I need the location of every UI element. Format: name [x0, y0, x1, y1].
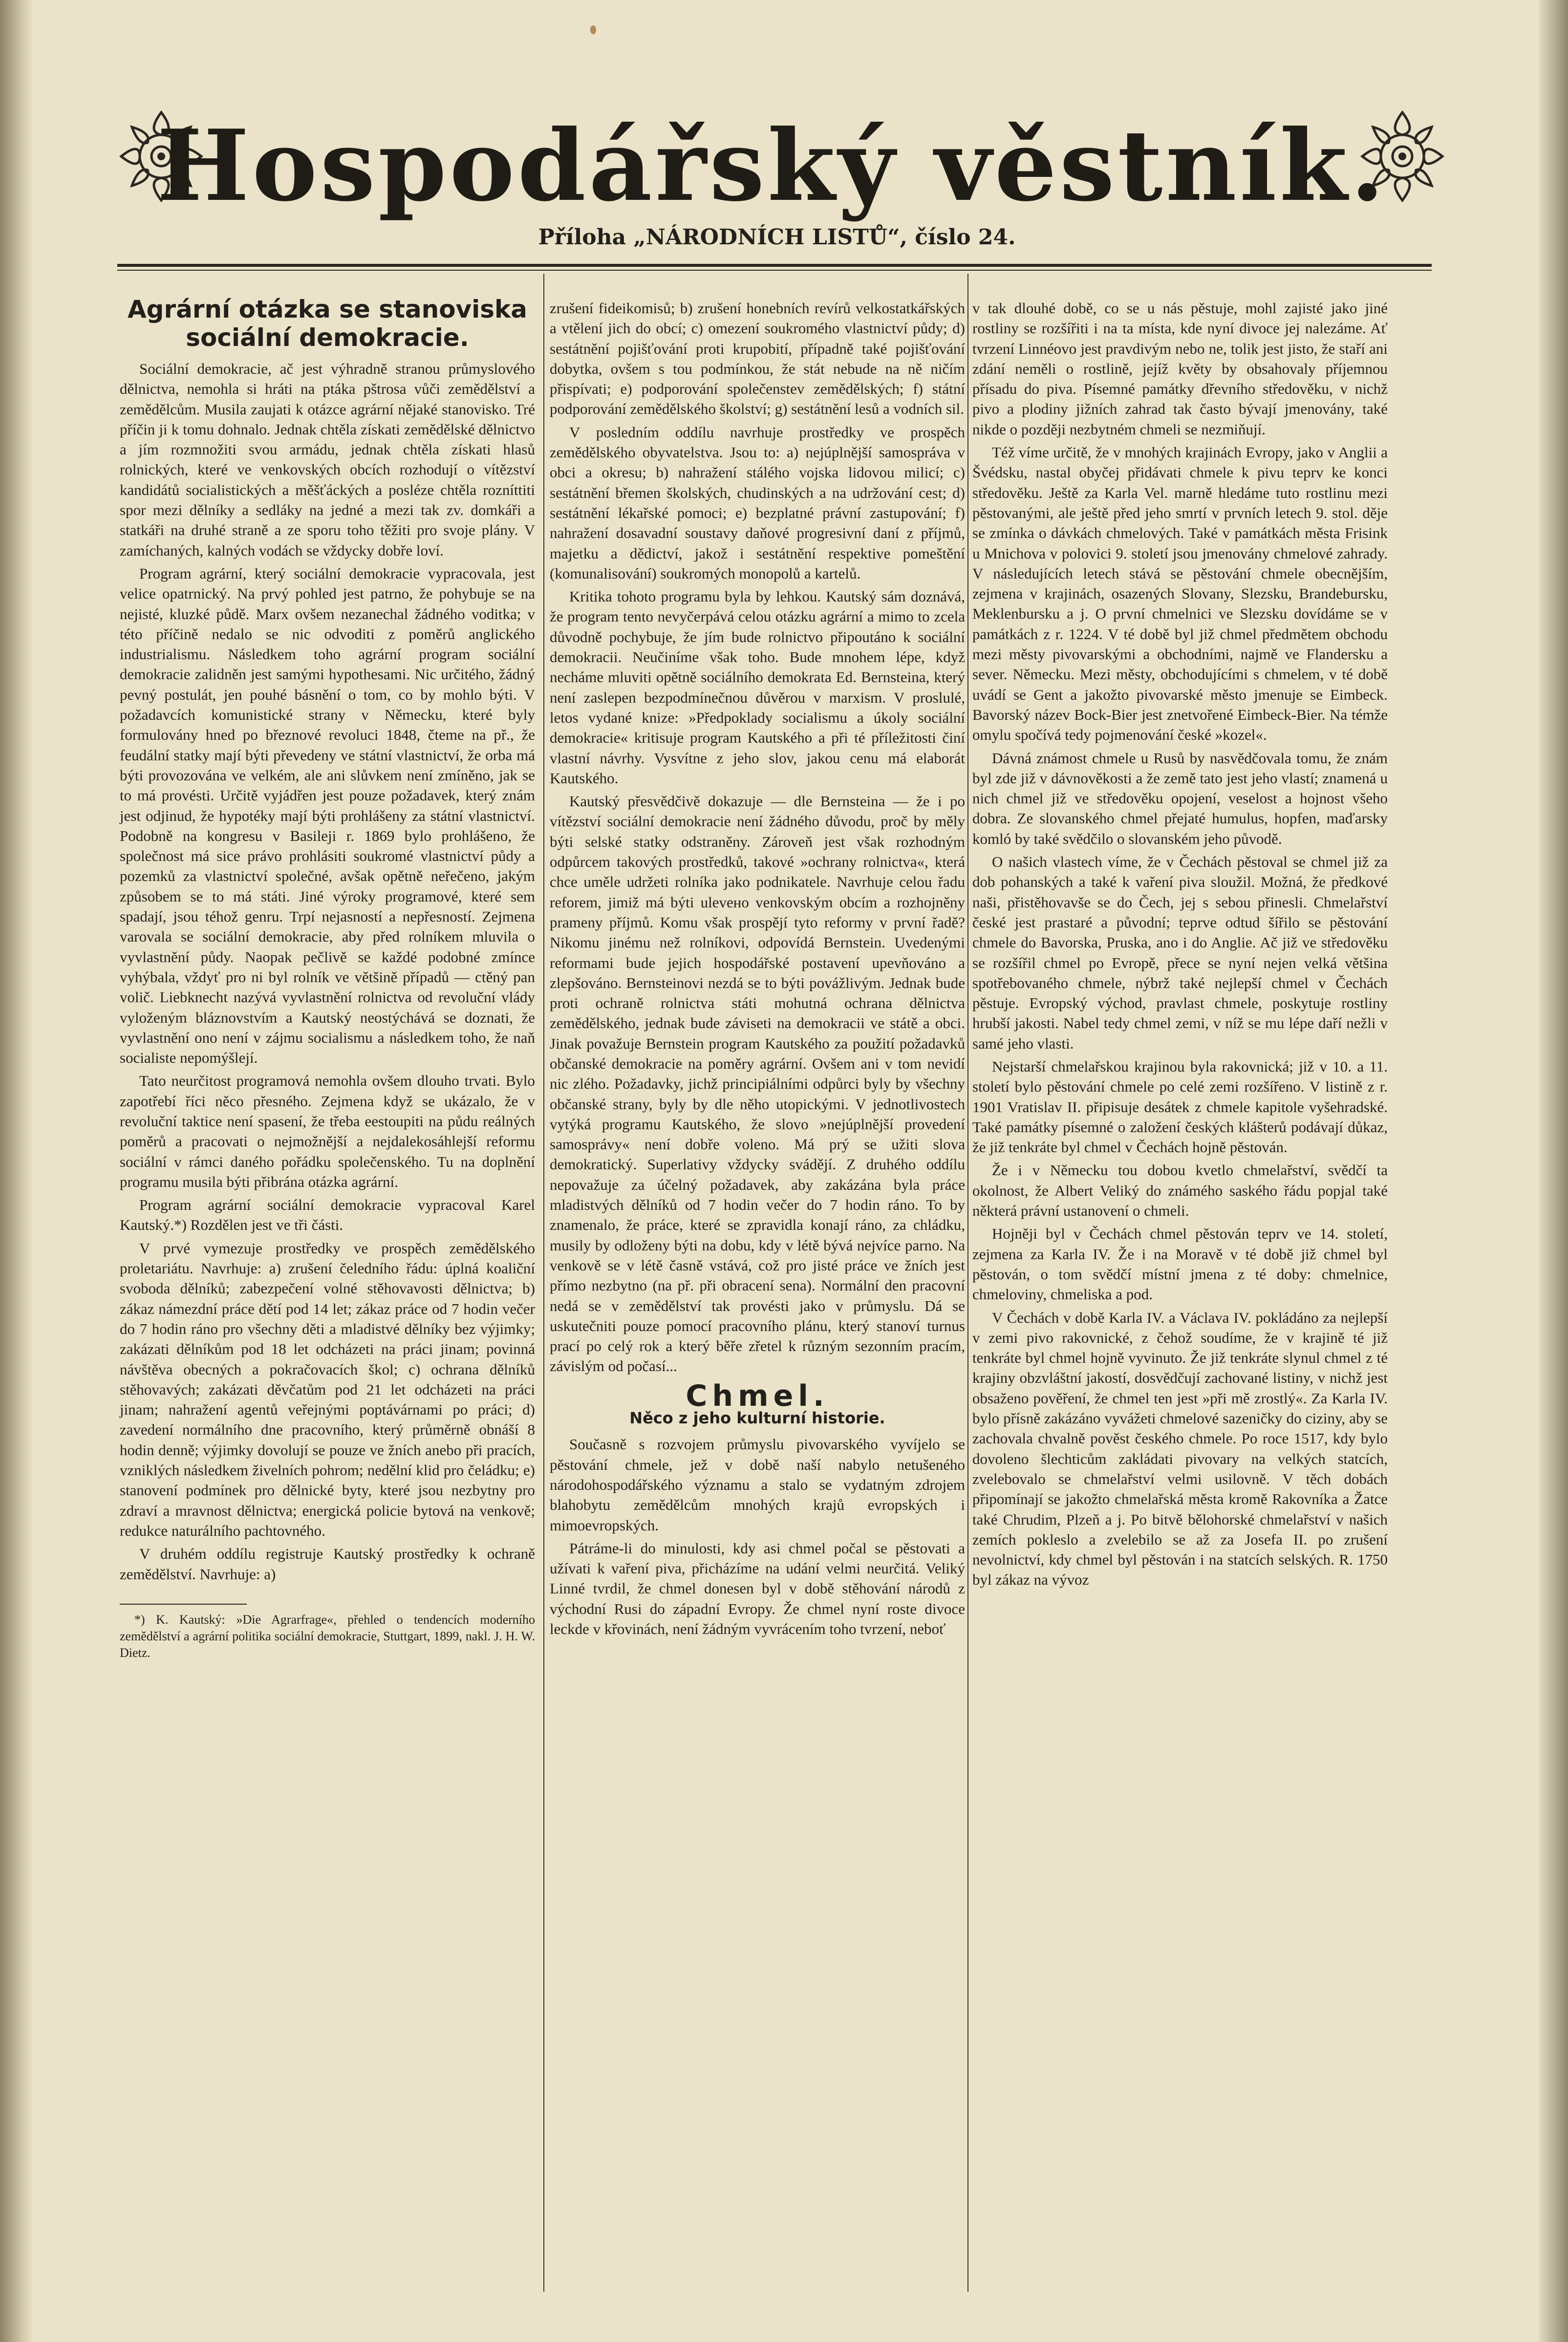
paragraph: V posledním oddílu navrhuje prostředky ve prospěch zemědělského obyvatelstva. Jsou to: a) nejúplnější samospráva v obci a okresu; b) nahražení stálého vojska lidovou milicí; c) sestátnění břemen školských, chudinských a na udržování cest; d) sestátnění lékařské pomoci; e) bezplatné právní zastupování; f) nahražení dosavadní soustavy daňové progresivní daní z příjmů, majetku a dědictví, jakož i sestátnění respektive pomeštění (komunalisování) soukromých monopolů a kartelů.	[550, 423, 965, 582]
page-edge-left	[0, 0, 34, 2342]
column-1	[120, 288, 535, 1661]
column-2	[550, 298, 965, 1642]
paragraph: Kautský přesvědčivě dokazuje — dle Bernsteina — že i po vítězství sociální demokracie není žádného důvodu, proč by měly býti selské statky odstraněny. Zároveň jest však rozhodným odpůrcem takových prostředků, takové »ochrany rolnictva«, která chce uměle udržeti rolníka jako podnikatele. Navrhuje celou řadu reforem, jimiž má býti ulevено venkovským obcím a rozhojněny prameny příjmů. Komu však prospějí tyto reformy v první řadě? Nikomu jinému než rolníkovi, odpovídá Bernstein. Uvedenými reformami bude jejich hospodářské postavení upevňováno a zlepšováno. Bernsteinovi nezdá se to býti povážlivým. Jednak bude proti ochraně rolnictva státi mohutná ochrana dělnictva zemědělského, jednak bude záviseti na demokracii ve státě a obci. Jinak považuje Bernstein program Kautského za použití požadavků občanské demokracie na poměry agrární. Ovšem ani v tom nevidí nic zlého. Požadavky, jichž principiálními odpůrci byly by všechny občanské strany, byly by dle něho utopickými. V jednotlivostech vytýká programu Kautského, že slovo »nejúplnější provedení samosprávy« není dobře voleno. Má prý se užiti slova demokratický. Superlativy vždycky svádějí. Z druhého oddílu nepovažuje za účelný požadavek, aby zakázána byla práce mladistvých dělníků od 7 hodin večer do 7 hodin ráno. To by znamenalo, že práce, které se zpravidla konají ráno, za chládku, musily by odloženy býti na dobu, kdy v létě bývá nejvíce parno. Na venkově se v létě časně vstává, což pro jisté práce ve žních jest přímo nezbytno (na př. při obracení sena). Normální den pracovní nedá se v zemědělství tak provésti jako v průmyslu. Dá se uskutečniti pouze pomocí pracovního plánu, který stanoví turnus prací po celý rok a který běře zřetel k různým sezonním pracím, závislým od počasí...	[550, 793, 965, 1375]
paragraph: Program agrární sociální demokracie vypracoval Karel Kautský.*) Rozdělen jest ve tři části.	[120, 1196, 535, 1234]
paragraph: V druhém oddílu registruje Kautský prostředky k ochraně zemědělství. Navrhuje: a)	[120, 1545, 535, 1583]
paragraph: Nejstarší chmelařskou krajinou byla rakovnická; již v 10. a 11. století bylo pěstování chmele po celé zemi rozšířeno. V listině z r. 1901 Vratislav II. připisuje desátek z chmele kapitole vyšehradské. Také památky písemné o založení českých klášterů podávají důkaz, že již tenkráte byl chmel v Čechách hojně pěstován.	[972, 1057, 1388, 1156]
paragraph: Tato neurčitost programová nemohla ovšem dlouho trvati. Bylo zapotřebí říci něco přesného. Zejmena když se ukázalo, že v revoluční taktice není spasení, že třeba eestoupiti na půdu reálných poměrů a pracovati o nejmožnější a nejdalekosáhlejší reformu sociální v rámci daného pořádku společenského. Tu na doplnění programu musila býti přibrána otázka agrární.	[120, 1072, 535, 1190]
paragraph: O našich vlastech víme, že v Čechách pěstoval se chmel již za dob pohanských a také k vaření piva sloužil. Možná, že předkové naši, přistěhovavše se do Čech, jej s sebou přinesli. Chmelařství české jest prastaré a původní; teprve odtud šířilo se pěstování chmele do Bavorska, Pruska, ano i do Anglie. Ač již ve středověku se rozšířil chmel po Evropě, přece se nyní nejen velká většina spotřebovaného chmele, nýbrž také nejlepší chmel v Čechách pěstuje. Evropský východ, pravlast chmele, poskytuje rostliny hrubší jakosti. Nabel tedy chmel zemi, v níž se mu lépe daří nežli v samé jeho vlasti.	[972, 853, 1388, 1052]
page-edge-right	[1539, 0, 1568, 2342]
column-3	[972, 298, 1388, 1593]
header-rule	[117, 264, 1432, 267]
column-divider	[967, 274, 968, 2292]
paragraph: Program agrární, který sociální demokracie vypracovala, jest velice opatrnický. Na prvý pohled jest patrno, že pohybuje se na nejisté, kluzké půdě. Marx ovšem nezanechal žádného voditka; v této příčině nedalo se nic odvoditi z poměrů anglického industrialismu. Následkem toho agrární program sociální demokracie zalidněn jest samými hypothesami. Nic určitého, žádný pevný postulát, jen pouhé básnění o tom, co by mohlo býti. V požadavcích komunistické strany v Německu, které byly formulovány hned po březnové revoluci 1848, čteme na př., že feudální statky mají býti převedeny ve státní vlastnictví, že orba má býti provozována ve velkém, ale ani slůvkem není zmíněno, jak se to má provésti. Určitě vyjádřen jest pouze požadavek, který znám jest odjinud, že hypotéky mají býti prohlášeny za státní vlastnictví. Podobně na kongresu v Basileji r. 1869 bylo prohlášeno, že společnost má sice právo prohlásiti soukromé vlastnictví půdy a pozemků za vlastnictví společné, avšak opětně neřečeno, jakým způsobem se to má státi. Jiné výroky programové, které sem spadají, jsou téhož genru. Trpí nejasností a nepřesností. Zejmena varovala se sociální demokracie, aby před rolníkem mluvila o vyvlastnění půdy. Naopak pečlivě se každé podobné zmínce vyhýbala, vždyť pro ni byl rolník ve většině případů — ctěný pan volič. Liebknecht nazývá vyvlastnění rolnictva od revoluční vlády vyloženým bláznovstvím a Kautský neostýchává se doznati, že vyvlastnění ono není v zájmu socialismu a následkem toho, že naň socialiste nepomýšlejí.	[120, 564, 535, 1067]
paragraph: Hojněji byl v Čechách chmel pěstován teprv ve 14. století, zejmena za Karla IV. Že i na Moravě v té době již chmel byl pěstován, o tom svědčí místní jmena z té doby: chmelnice, chmeloviny, chmeliska a pod.	[972, 1225, 1388, 1303]
paragraph: Že i v Německu tou dobou kvetlo chmelařství, svědčí ta okolnost, že Albert Veliký do známého saského řádu popjal také některá právní ustanovení o chmeli.	[972, 1161, 1388, 1220]
paragraph: V prvé vymezuje prostředky ve prospěch zemědělského proletariátu. Navrhuje: a) zrušení čeledního řádu: úplná koaliční svoboda dělníků; zabezpečení volné stěhovavosti dělnictva; b) zákaz námezdní práce dětí pod 14 let; zákaz práce od 7 hodin večer do 7 hodin ráno pro všechny děti a mladistvé dělníky bez výjimky; zakázati dělníkům pod 18 let odcházeti na práci jinam; povinná návštěva obecných a pokračovacích škol; c) ochrana dělníků stěhovavých; zakázati děvčatům pod 21 let odcházeti na práci jinam; nahražení agentů veřejnými poptávárnami po práci; d) zavedení normálního dne pracovního, který průměrně obnáší 8 hodin denně; výjimky dovolují se pouze ve žních anebo při pracích, vzniklých následkem živelních pohrom; nedělní klid pro čeládku; e) stanovení podmínek pro dělnické byty, které jsou nezbytny pro zdraví a mravnost dělnictva; energická policie bytová na venkově; redukce naturálního pachtovného.	[120, 1239, 535, 1539]
column-divider	[543, 274, 544, 2292]
footnote: *) K. Kautský: »Die Agrarfrage«, přehled o tendencích moderního zemědělství a agrární politika sociální demokracie, Stuttgart, 1899, nakl. J. H. W. Dietz.	[120, 1612, 535, 1660]
paragraph: Současně s rozvojem průmyslu pivovarského vyvíjelo se pěstování chmele, jež v době naší nabylo netušeného národohospodářského významu a stalo se vydatným zdrojem blahobytu zemědělcům mnohých krajů evropských i mimoevropských.	[550, 1436, 965, 1534]
masthead-subtitle: Příloha „NÁRODNÍCH LISTŮ“, číslo 24.	[538, 225, 1016, 250]
paragraph: Též víme určitě, že v mnohých krajinách Evropy, jako v Anglii a Švédsku, nastal obyčej přidávati chmele k pivu teprv ke konci středověku. Ještě za Karla Vel. marně hledáme tuto rostlinu mezi pěstovanými, ale ještě před jeho smrtí v prvních letech 9. stol. děje se zmínka o dávkách chmelových. Také v památkách města Frisink u Mnichova v polovici 9. století jsou jmenovány chmelové zahrady. V následujících letech stává se pěstování chmele obecnějším, zejmena v krajinách, osazených Slovany, Slezsku, Brandebursku, Meklenbursku a j. O první chmelnici ve Slezsku dovídáme se v památkách z r. 1224. V té době byl již chmel předmětem obchodu mezi městy pivovarskými a obchodními, najmě ve Flandersku a sever. Německu. Mezi městy, obchodujícími s chmelem, v té době uvádí se Gent a jakožto pivovarské město jmenuje se Eimbeck. Bavorský název Bock-Bier jest znetvořené Eimbeck-Bier. Na témže omylu spočívá tedy pojmenování české »kozel«.	[972, 444, 1388, 744]
ink-mark	[590, 25, 596, 34]
header-rule-thin	[117, 270, 1432, 271]
paragraph: Sociální demokracie, ač jest výhradně stranou průmyslového dělnictva, nemohla si hráti na ptáka pštrosa vůči zemědělství a zemědělcům. Musila zaujati k otázce agrární nějaké stanovisko. Tré příčin ji k tomu dohnalo. Jednak chtěla získati zemědělské dělnictvo a jím rozmnožiti svou armádu, jednak chtěla získati hlasů rolnických, které ve venkovských obcích rozhodují o vítězství kandidátů socialistických a měšťáckých a posléze chtěla rozníttiti spor mezi dělníky a sedláky na jedné a mezi tak zv. domkáři a statkáři na druhé straně a ze sporu toho těžiti pro svoje plány. V zamíchaných, kalných vodách se vždycky dobře loví.	[120, 360, 535, 559]
paragraph: v tak dlouhé době, co se u nás pěstuje, mohl zajisté jako jiné rostliny se rozšířiti i na ta místa, kde nyní divoce jej nalezáme. Ať tvrzení Linnéovo jest pravdivým nebo ne, tolik jest jisto, že staří ani zdání neměli o rostlině, jejíž květy by obsahovaly příjemnou přísadu do piva. Písemné památky dřevního středověku, v nichž pivo a plodiny jižních zahrad tak často bývají jmenovány, také nikde o později nezbytném chmeli se nezmiňují.	[972, 300, 1388, 438]
section-title: Chmel.	[686, 1378, 829, 1413]
footnote-rule	[120, 1604, 247, 1605]
article-heading: Agrární otázka se stanoviska sociální demokracie.	[127, 295, 528, 352]
masthead-title: Hospodářský věstník.	[156, 108, 1388, 223]
section-subtitle: Něco z jeho kulturní historie.	[629, 1409, 885, 1428]
paragraph: Pátráme-li do minulosti, kdy asi chmel počal se pěstovati a užívati k vaření piva, přicházíme na udání velmi neurčitá. Veliký Linné tvrdil, že chmel donesen byl v době stěhování národů z východní Rusi do západní Evropy. Že chmel nyní roste divoce leckde v křovinách, není žádným vyvrácením toho tvrzení, neboť	[550, 1539, 965, 1637]
paragraph: V Čechách v době Karla IV. a Václava IV. pokládáno za nejlepší v zemi pivo rakovnické, z čehož soudíme, že v krajině té již tenkráte byl chmel hojně vyvinuto. Že již tenkráte slynul chmel z té krajiny obzvláštní jakostí, dosvědčují zachované listiny, v nichž jest obsaženo pověření, že chmel ten jest »při mě zrostlý«. Za Karla IV. bylo přísně zakázáno vyvážeti chmelové sazeničky do ciziny, aby se zachovala chvalně pověst českého chmele. Po roce 1517, kdy bylo dovoleno šlechticům zakládati pivovary na velkých statcích, zvelebovalo se chmelařství velmi usilovně. V těch dobách připomínají se jakožto chmelařská města kromě Rakovníka a Žatce také Chrudim, Plzeň a j. Po bitvě bělohorské chmelařství v našich zemích pokleslo a zvelebilo se až za Josefa II. po zrušení nevolnictví, kdy chmel byl pěstován i na statcích selských. R. 1750 byl zákaz na vývoz	[972, 1309, 1388, 1589]
paragraph: Kritika tohoto programu byla by lehkou. Kautský sám doznává, že program tento nevyčerpává celou otázku agrární a mimo to zcela důvodně pochybuje, že jím bude rolnictvo připoutáno k sociální demokracii. Neučiníme však toho. Bude mnohem lépe, když necháme mluviti opětně sociálního demokrata Ed. Bernsteina, který není zaslepen bezpodmínečnou důvěrou v marxism. V proslulé, letos vydané knize: »Předpoklady socialismu a úkoly sociální demokracie« kritisuje program Kautského a při té příležitosti činí vlastní návrhy. Vysvítne z jeho slov, jakou cenu má elaborát Kautského.	[550, 588, 965, 787]
paragraph: zrušení fideikomisů; b) zrušení honebních revírů velkostatkářských a vtělení jich do obcí; c) omezení soukromého vlastnictví půdy; d) sestátnění pojišťování proti krupobití, případně také pojišťování dobytka, ovšem s tou podmínkou, že stát nebude na ně ničím přispívati; e) podporování společenstev zemědělských; f) státní podporování zemědělského školství; g) sestátnění lesů a vodních sil.	[550, 300, 965, 418]
paragraph: Dávná známost chmele u Rusů by nasvědčovala tomu, že znám byl zde již v dávnověkosti a že země tato jest jeho vlastí; znamená u nich chmel již ve středověku opojení, veselost a hojnost všeho dobra. Ze slovanského chmel přejaté humulus, hopfen, maďarsky komló by také svědčilo o slovanském jeho původě.	[972, 749, 1388, 847]
masthead	[112, 103, 1432, 230]
